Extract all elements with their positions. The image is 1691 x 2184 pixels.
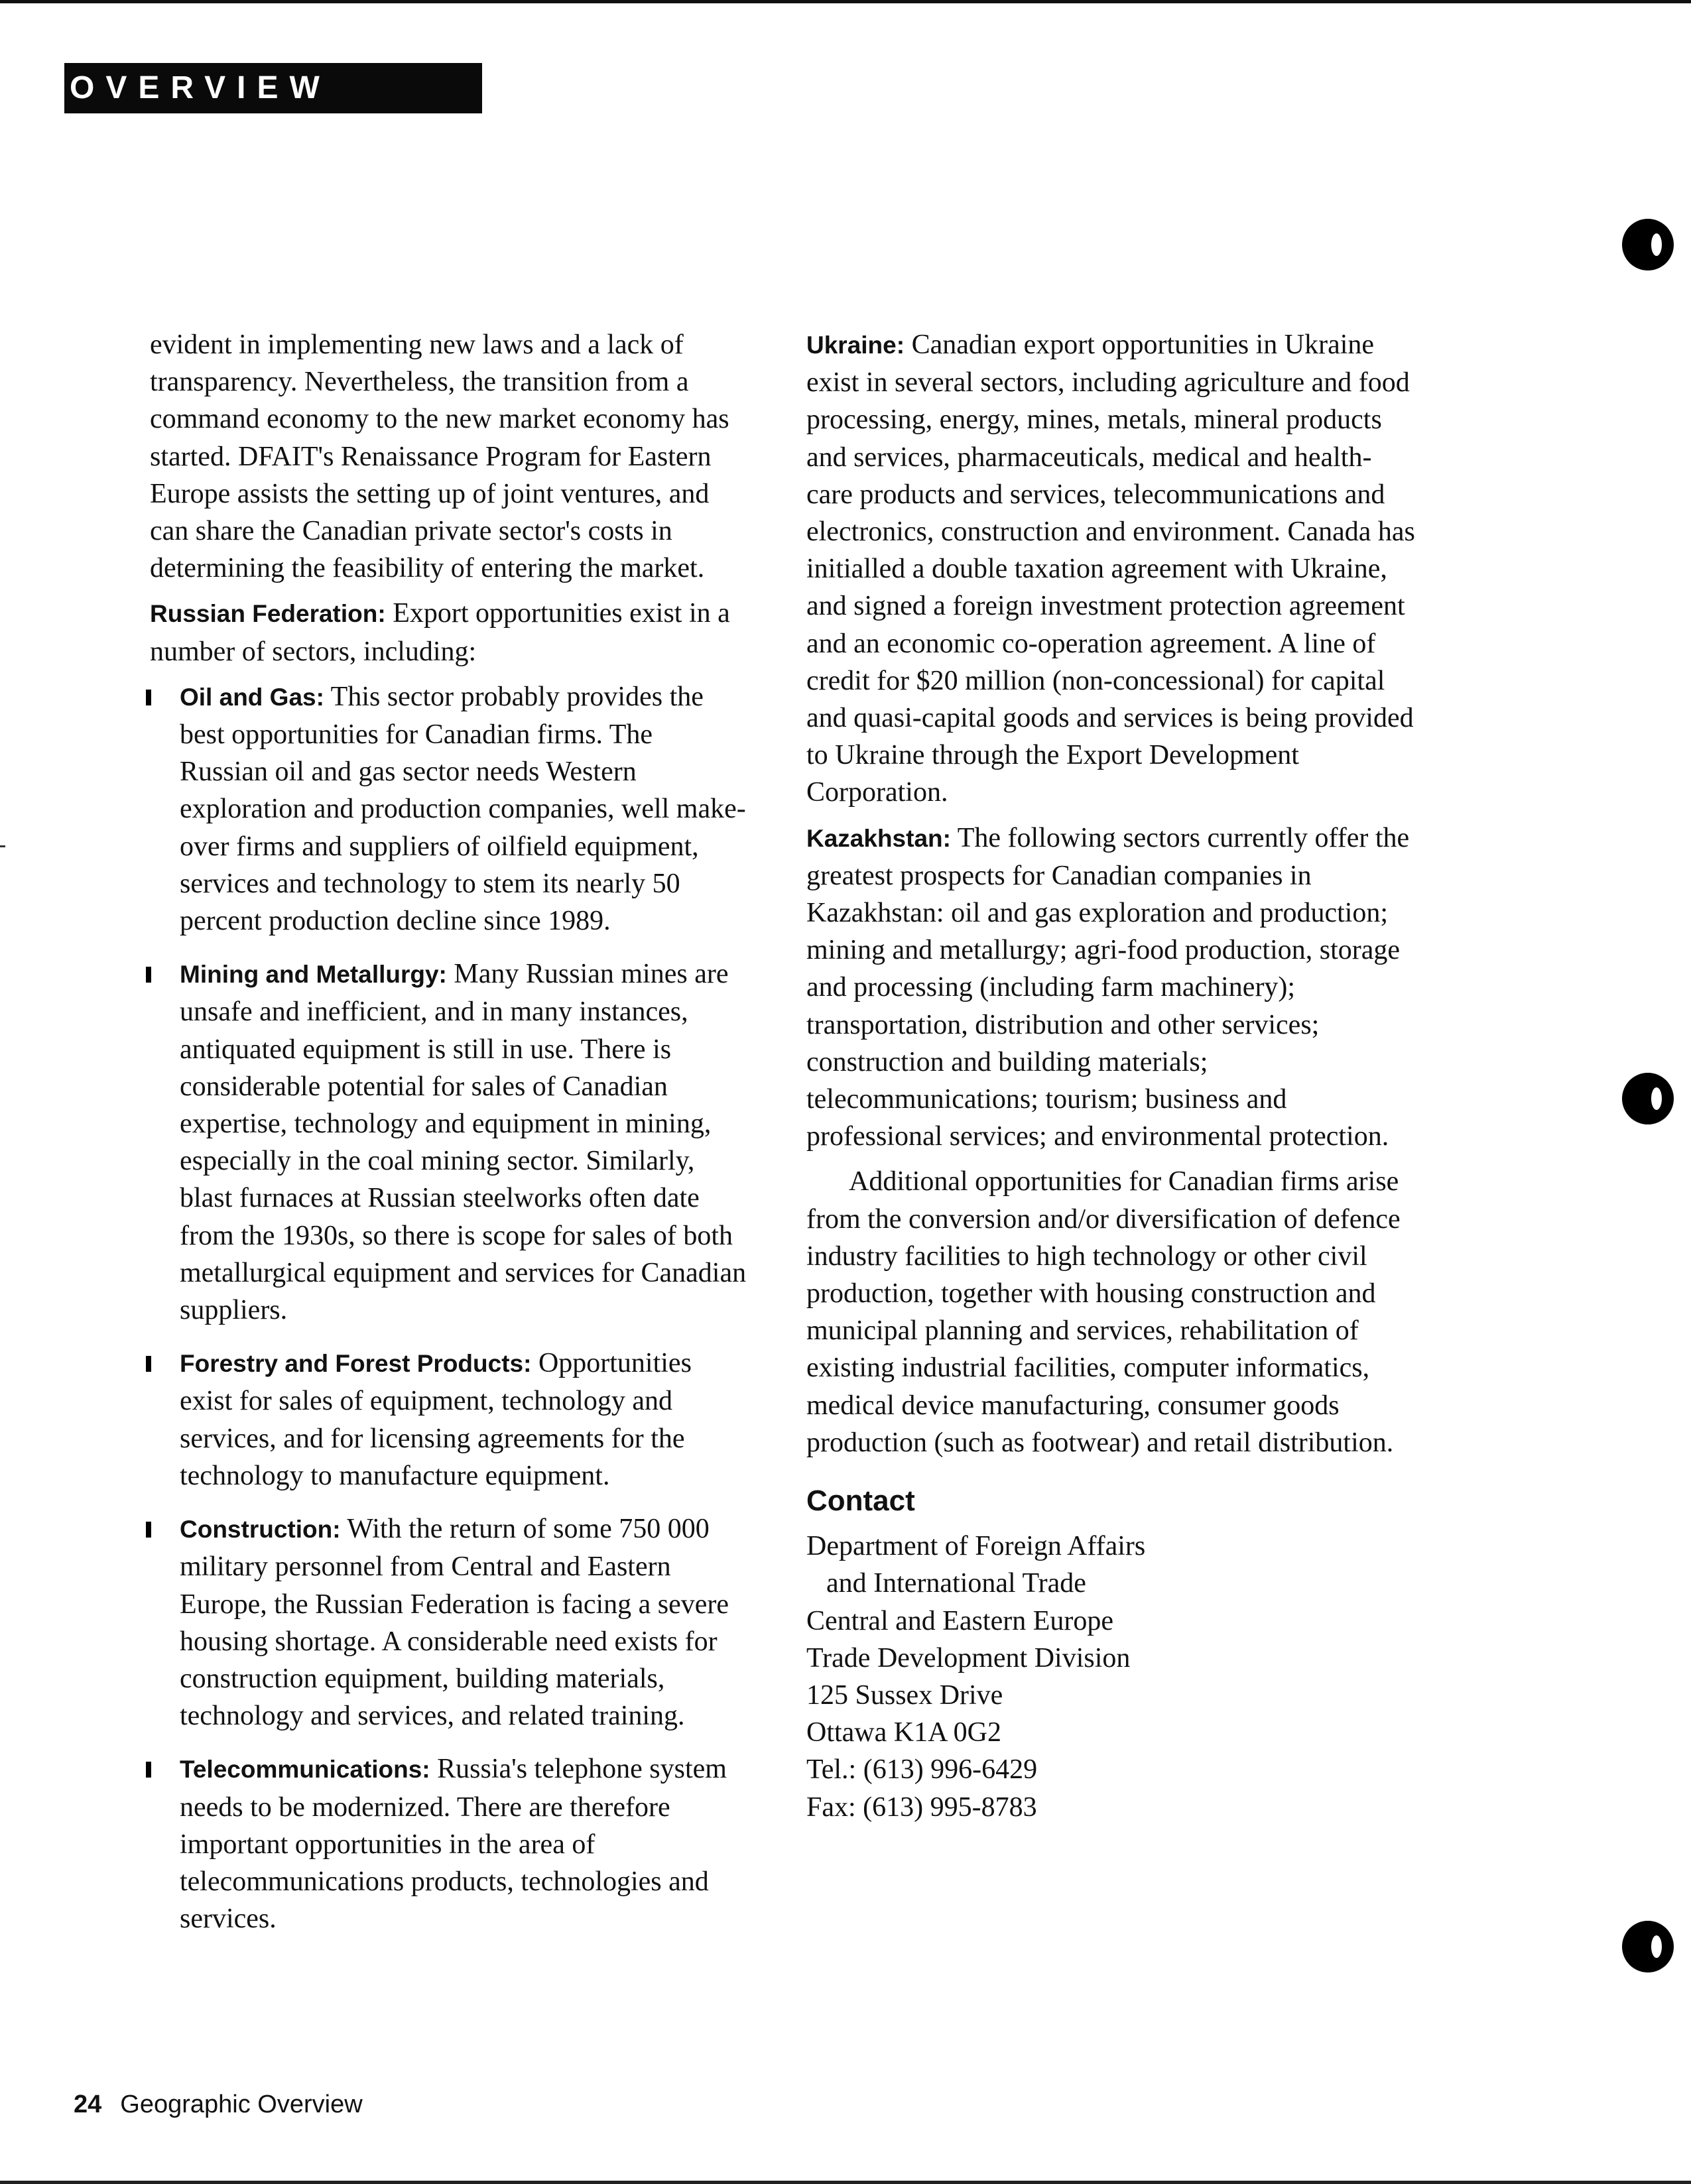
- bullet-text: Many Russian mines are unsafe and inefficient, and in many instances, antiquated equipment is still in use. There is considerable potential for sales of Canadian expertise, technology and equipment in mining, especially in the coal mining sector. Similarly, blast furnaces at Russian steelworks often date from the 1930s, so there is scope for sales of both metallurgical equipment and services for Canadian suppliers.: [180, 959, 747, 1326]
- bullet-text: This sector probably provides the best opportunities for Canadian firms. The Russian oil and gas sector needs Western exploration and production companies, well make-over firms and suppliers of oilfield equipment, services and technology to stem its nearly 50 percent production decline since 1989.: [180, 681, 746, 937]
- left-column: [150, 326, 747, 1953]
- list-item: [150, 955, 747, 1329]
- address-line: and International Trade: [826, 1568, 1086, 1599]
- bullet-icon: [146, 967, 151, 983]
- contact-heading: Contact: [806, 1485, 915, 1518]
- russia-paragraph: [150, 595, 747, 670]
- binder-hole-icon: [1622, 1921, 1674, 1972]
- bullet-lead: Telecommunications:: [180, 1756, 430, 1784]
- intro-paragraph: evident in implementing new laws and a lack of transparency. Nevertheless, the transition from a command economy to the new market economy has started. DFAIT's Renaissance Program for Eastern Europe assists the setting up of joint ventures, and can share the Canadian private sector's costs in determining the feasibility of entering the market.: [150, 330, 729, 584]
- list-item: [150, 1345, 747, 1494]
- list-item: [150, 1750, 747, 1937]
- list-item: [150, 1510, 747, 1734]
- ukraine-paragraph: [806, 326, 1416, 812]
- bullet-text: With the return of some 750 000 military personnel from Central and Eastern Europe, the Russian Federation is facing a severe housing shortage. A considerable need exists for construction equipment, building materials, technology and services, and related training.: [180, 1514, 729, 1732]
- section-header-label: OVERVIEW: [70, 70, 331, 105]
- list-item: [150, 678, 747, 940]
- binder-hole-icon: [1622, 219, 1674, 271]
- footer-section-title: Geographic Overview: [120, 2091, 363, 2118]
- bottom-edge-rule: [0, 2181, 1691, 2184]
- bullet-icon: [146, 1356, 151, 1372]
- address-line: Trade Development Division: [806, 1642, 1131, 1673]
- address-line: 125 Sussex Drive: [806, 1679, 1003, 1711]
- contact-address: [806, 1528, 1416, 1826]
- kazakhstan-text: The following sectors currently offer the greatest prospects for Canadian companies in Kazakhstan: oil and gas exploration and production; mining and metallurgy; agri-food production, storage and processing (including farm machinery); transportation, distribution and other services; construction and building materials; telecommunications; tourism; business and professional services; and environmental protection.: [806, 822, 1410, 1152]
- russia-text: Export opportunities exist in a number of sectors, including:: [150, 598, 730, 667]
- bullet-icon: [146, 1762, 151, 1778]
- kazakhstan-paragraph: [806, 819, 1416, 1156]
- kazakhstan-lead: Kazakhstan:: [806, 824, 951, 852]
- bullet-text: Russia's telephone system needs to be modernized. There are therefore important opportunities in the area of telecommunications products, technologies and services.: [180, 1754, 727, 1935]
- bullet-icon: [146, 690, 151, 705]
- bullet-lead: Construction:: [180, 1516, 341, 1544]
- phone-line: Tel.: (613) 996-6429: [806, 1754, 1038, 1786]
- bullet-text: Opportunities exist for sales of equipment, technology and services, and for licensing agreements for the technology to manufacture equipment.: [180, 1348, 692, 1491]
- bullet-lead: Forestry and Forest Products:: [180, 1350, 532, 1378]
- top-edge-rule: [0, 0, 1691, 3]
- fax-line: Fax: (613) 995-8783: [806, 1791, 1037, 1823]
- address-line: Central and Eastern Europe: [806, 1605, 1113, 1636]
- binder-hole-icon: [1622, 1073, 1674, 1124]
- margin-tick: [0, 845, 5, 847]
- address-line: Ottawa K1A 0G2: [806, 1717, 1001, 1748]
- bullet-lead: Mining and Metallurgy:: [180, 961, 447, 989]
- additional-opportunities-paragraph: Additional opportunities for Canadian firms arise from the conversion and/or diversification of defence industry facilities to high technology or other civil production, together with housing construction and municipal planning and services, rehabilitation of existing industrial facilities, computer informatics, medical device manufacturing, consumer goods production (such as footwear) and retail distribution.: [806, 1166, 1401, 1458]
- sector-bullet-list: [150, 678, 747, 1938]
- ukraine-lead: Ukraine:: [806, 332, 905, 359]
- address-line: Department of Foreign Affairs: [806, 1531, 1146, 1562]
- bullet-lead: Oil and Gas:: [180, 683, 324, 711]
- ukraine-text: Canadian export opportunities in Ukraine exist in several sectors, including agriculture and food processing, energy, mines, metals, mineral products and services, pharmaceuticals, medical and health-care products and services, telecommunications and electronics, construction and environment. Canada has initialled a double taxation agreement with Ukraine, and signed a foreign investment protection agreement and an economic co-operation agreement. A line of credit for $20 million (non-concessional) for capital and quasi-capital goods and services is being provided to Ukraine through the Export Development Corporation.: [806, 330, 1415, 808]
- bullet-icon: [146, 1522, 151, 1538]
- page-footer: [74, 2090, 363, 2119]
- russia-lead: Russian Federation:: [150, 600, 386, 628]
- right-column: [806, 326, 1416, 1826]
- page-number: 24: [74, 2091, 102, 2118]
